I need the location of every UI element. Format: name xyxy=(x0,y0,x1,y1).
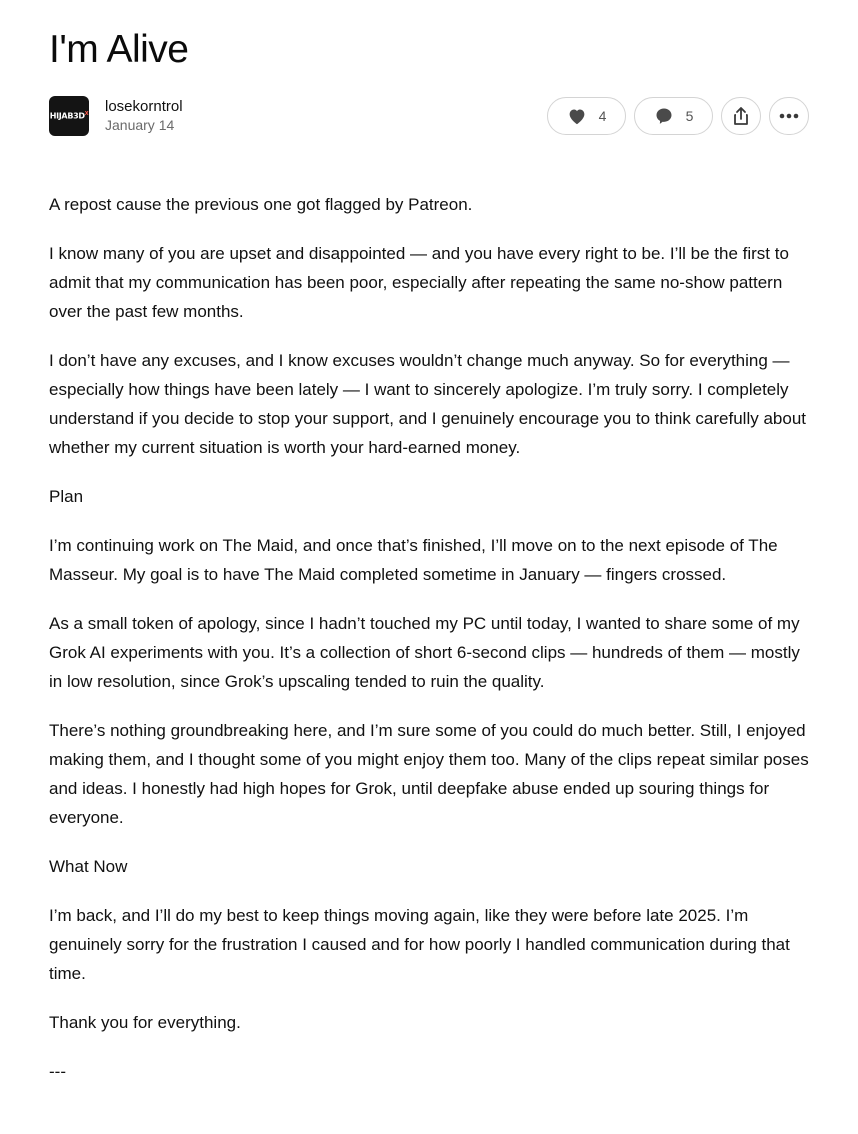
author-row xyxy=(49,96,183,136)
post-title: I'm Alive xyxy=(49,28,189,71)
paragraph: I know many of you are upset and disappointed — and you have every right to be. I’ll be the first to admit that my communication has been poor, especially after repeating the same no-show pattern over the past few months. xyxy=(49,244,789,321)
post-date: January 14 xyxy=(105,117,175,133)
post-actions xyxy=(547,97,809,135)
paragraph: A repost cause the previous one got flagged by Patreon. xyxy=(49,195,473,214)
like-button[interactable] xyxy=(547,97,626,135)
author-name[interactable]: losekorntrol xyxy=(105,98,183,115)
paragraph: I’m continuing work on The Maid, and once that’s finished, I’ll move on to the next episode of The Masseur. My goal is to have The Maid completed sometime in January — fingers crossed. xyxy=(49,536,778,584)
paragraph: I’m back, and I’ll do my best to keep things moving again, like they were before late 2025. I’m genuinely sorry for the frustration I caused and for how poorly I handled communication during that time. xyxy=(49,906,790,983)
avatar-logo-text: HIJAB3D xyxy=(49,111,85,121)
comment-button[interactable] xyxy=(634,97,713,135)
like-count: 4 xyxy=(598,108,607,124)
share-icon xyxy=(732,106,750,126)
post-body xyxy=(49,190,814,1106)
paragraph: Thank you for everything. xyxy=(49,1013,241,1032)
paragraph: There’s nothing groundbreaking here, and I’m sure some of you could do much better. Still, I enjoyed making them, and I thought some of you might enjoy them too. Many of the clips repeat similar poses and ideas. I honestly had high hopes for Grok, until deepfake abuse ended up souring things for everyone. xyxy=(49,721,809,827)
separator-text: --- xyxy=(49,1062,66,1081)
avatar[interactable] xyxy=(49,96,89,136)
paragraph: As a small token of apology, since I hadn’t touched my PC until today, I wanted to share some of my Grok AI experiments with you. It’s a collection of short 6-second clips — hundreds of them — mostly in low resolution, since Grok’s upscaling tended to ruin the quality. xyxy=(49,614,800,691)
section-heading-plan: Plan xyxy=(49,487,84,506)
avatar-logo-badge: X xyxy=(84,111,89,118)
more-options-button[interactable] xyxy=(769,97,809,135)
share-button[interactable] xyxy=(721,97,761,135)
more-horizontal-icon xyxy=(779,113,799,119)
comment-bubble-icon xyxy=(654,106,674,126)
comment-count: 5 xyxy=(685,108,694,124)
avatar-logo xyxy=(50,111,89,121)
paragraph: I don’t have any excuses, and I know excuses wouldn’t change much anyway. So for everything — especially how things have been lately — I want to sincerely apologize. I’m truly sorry. I completely understand if you decide to stop your support, and I genuinely encourage you to think carefully about whether my current situation is worth your hard-earned money. xyxy=(49,351,806,457)
author-meta xyxy=(105,97,183,135)
heart-icon xyxy=(567,107,587,125)
section-heading-what-now: What Now xyxy=(49,857,128,876)
